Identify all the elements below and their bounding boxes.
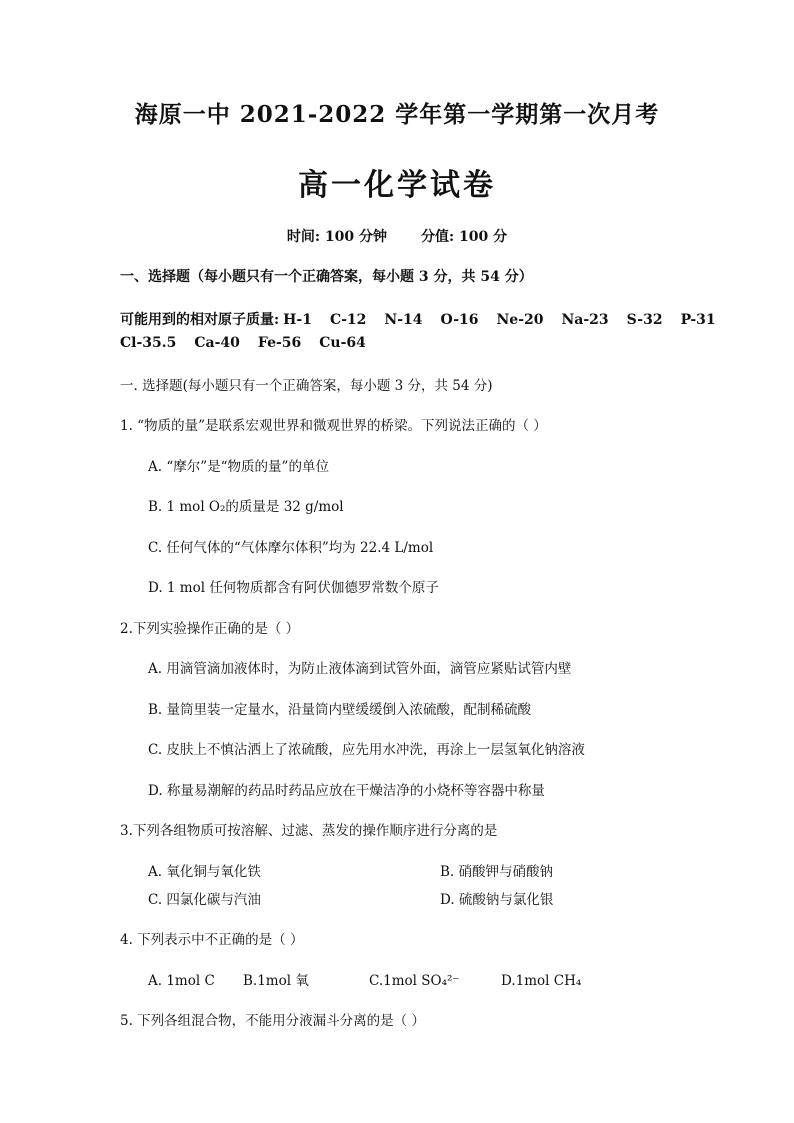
exam-subtitle: 高一化学试卷 xyxy=(298,168,496,203)
atomic-mass: P-31 xyxy=(680,312,716,328)
atomic-mass: N-14 xyxy=(384,312,423,328)
exam-title: 海原一中 2021-2022 学年第一学期第一次月考 xyxy=(134,101,660,128)
question-3-option-d: D. 硫酸钠与氯化银 xyxy=(440,892,554,908)
question-1-option-c: C. 任何气体的“气体摩尔体积”均为 22.4 L/mol xyxy=(148,540,434,556)
atomic-mass: O-16 xyxy=(440,312,479,328)
question-4-options xyxy=(148,969,581,989)
atomic-mass: Na-23 xyxy=(561,312,609,328)
question-3-option-b: B. 硝酸钾与硝酸钠 xyxy=(440,864,554,880)
question-5-stem: 5. 下列各组混合物，不能用分液漏斗分离的是（ ） xyxy=(120,1013,425,1029)
atomic-mass: Fe-56 xyxy=(257,335,302,351)
section-heading: 一、选择题（每小题只有一个正确答案，每小题 3 分，共 54 分） xyxy=(120,269,533,285)
atomic-mass: C-12 xyxy=(329,312,367,328)
question-3-option-a: A. 氧化铜与氧化铁 xyxy=(148,864,261,880)
question-1-option-d: D. 1 mol 任何物质都含有阿伏伽德罗常数个原子 xyxy=(148,580,439,596)
question-3-stem: 3.下列各组物质可按溶解、过滤、蒸发的操作顺序进行分离的是 xyxy=(120,823,498,839)
question-1-option-b: B. 1 mol O₂的质量是 32 g/mol xyxy=(148,499,344,515)
question-1-option-a: A. “摩尔”是“物质的量”的单位 xyxy=(148,459,329,475)
atomic-mass: Ne-20 xyxy=(496,312,544,328)
atomic-mass-line-1 xyxy=(120,309,716,329)
atomic-mass: Ca-40 xyxy=(194,335,240,351)
atomic-mass: S-32 xyxy=(626,312,663,328)
exam-time: 时间: 100 分钟 xyxy=(286,229,387,245)
question-3-option-c: C. 四氯化碳与汽油 xyxy=(148,892,261,908)
question-4-option-a: A. 1mol C xyxy=(148,973,215,989)
atomic-mass: Cl-35.5 xyxy=(120,335,177,351)
question-2-option-b: B. 量筒里装一定量水，沿量筒内壁缓缓倒入浓硫酸，配制稀硫酸 xyxy=(148,702,532,718)
question-2-option-d: D. 称量易潮解的药品时药品应放在干燥洁净的小烧杯等容器中称量 xyxy=(148,783,545,799)
atomic-mass-line-2 xyxy=(120,335,384,351)
question-4-option-c: C.1mol SO₄²⁻ xyxy=(369,973,460,989)
question-2-option-a: A. 用滴管滴加液体时，为防止液体滴到试管外面，滴管应紧贴试管内壁 xyxy=(148,661,572,677)
section-heading-2: 一. 选择题(每小题只有一个正确答案，每小题 3 分，共 54 分) xyxy=(120,378,493,394)
question-2-stem: 2.下列实验操作正确的是（ ） xyxy=(120,621,300,637)
question-4-option-b: B.1mol 氧 xyxy=(243,973,309,989)
exam-score: 分值: 100 分 xyxy=(421,229,508,245)
exam-meta xyxy=(0,226,794,246)
question-1-stem: 1. “物质的量”是联系宏观世界和微观世界的桥梁。下列说法正确的（ ） xyxy=(120,418,547,434)
atomic-mass-label: 可能用到的相对原子质量: xyxy=(120,312,280,328)
atomic-mass: H-1 xyxy=(283,312,312,328)
question-4-option-d: D.1mol CH₄ xyxy=(501,973,582,989)
question-4-stem: 4. 下列表示中不正确的是（ ） xyxy=(120,932,304,948)
atomic-mass: Cu-64 xyxy=(319,335,366,351)
question-2-option-c: C. 皮肤上不慎沾洒上了浓硫酸，应先用水冲洗，再涂上一层氢氧化钠溶液 xyxy=(148,742,585,758)
